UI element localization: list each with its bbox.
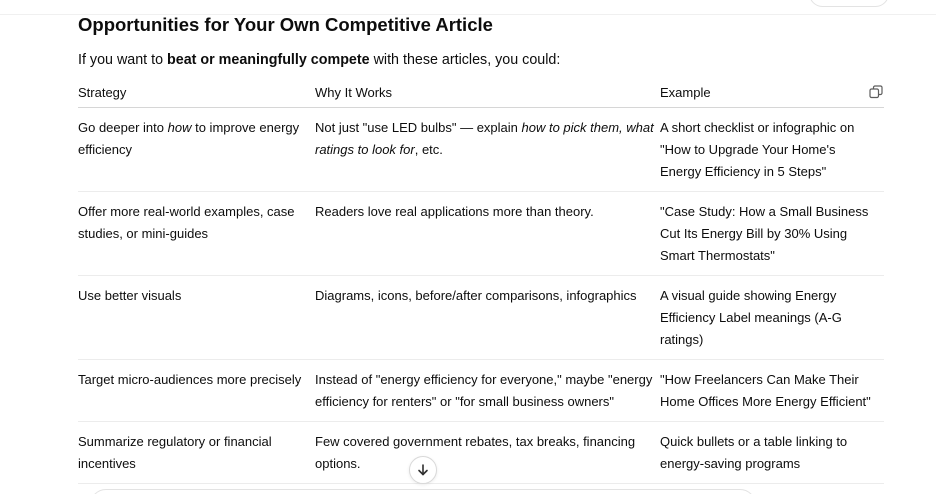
cell-why: Diagrams, icons, before/after comparisons, infographics	[315, 276, 660, 360]
cell-example: Quick bullets or a table linking to energy-saving programs	[660, 422, 884, 484]
cell-strategy: Summarize regulatory or financial incentives	[78, 422, 315, 484]
cell-why: Instead of "energy efficiency for everyone," maybe "energy efficiency for renters" or "for small business owners"	[315, 360, 660, 422]
section-title: Opportunities for Your Own Competitive Article	[78, 14, 493, 35]
scroll-to-bottom-button[interactable]	[409, 456, 437, 484]
table-row	[78, 422, 884, 484]
cell-example: A visual guide showing Energy Efficiency Label meanings (A-G ratings)	[660, 276, 884, 360]
intro-emphasis: beat or meaningfully compete	[167, 52, 370, 68]
strategy-table-wrapper	[78, 80, 884, 484]
top-control-pill[interactable]	[809, 0, 889, 7]
header-why-it-works: Why It Works	[315, 80, 660, 108]
table-row	[78, 108, 884, 192]
cell-why: Few covered government rebates, tax breaks, financing options.	[315, 422, 660, 484]
cell-example: A short checklist or infographic on "How to Upgrade Your Home's Energy Efficiency in 5 Steps"	[660, 108, 884, 192]
table-row	[78, 276, 884, 360]
section-intro: If you want to beat or meaningfully compete with these articles, you could:	[78, 52, 561, 68]
copy-table-button[interactable]	[868, 84, 884, 100]
message-composer[interactable]	[90, 489, 756, 494]
strategy-table	[78, 80, 884, 484]
cell-strategy: Use better visuals	[78, 276, 315, 360]
header-example: Example	[660, 80, 884, 108]
arrow-down-icon	[416, 463, 430, 477]
cell-strategy: Go deeper into how to improve energy efficiency	[78, 108, 315, 192]
copy-icon	[868, 84, 884, 100]
table-row	[78, 360, 884, 422]
cell-why: Not just "use LED bulbs" — explain how to pick them, what ratings to look for, etc.	[315, 108, 660, 192]
table-header-row	[78, 80, 884, 108]
cell-strategy: Offer more real-world examples, case studies, or mini-guides	[78, 192, 315, 276]
cell-example: "How Freelancers Can Make Their Home Offices More Energy Efficient"	[660, 360, 884, 422]
cell-why: Readers love real applications more than theory.	[315, 192, 660, 276]
cell-example: "Case Study: How a Small Business Cut Its Energy Bill by 30% Using Smart Thermostats"	[660, 192, 884, 276]
header-strategy: Strategy	[78, 80, 315, 108]
table-row	[78, 192, 884, 276]
cell-strategy: Target micro-audiences more precisely	[78, 360, 315, 422]
